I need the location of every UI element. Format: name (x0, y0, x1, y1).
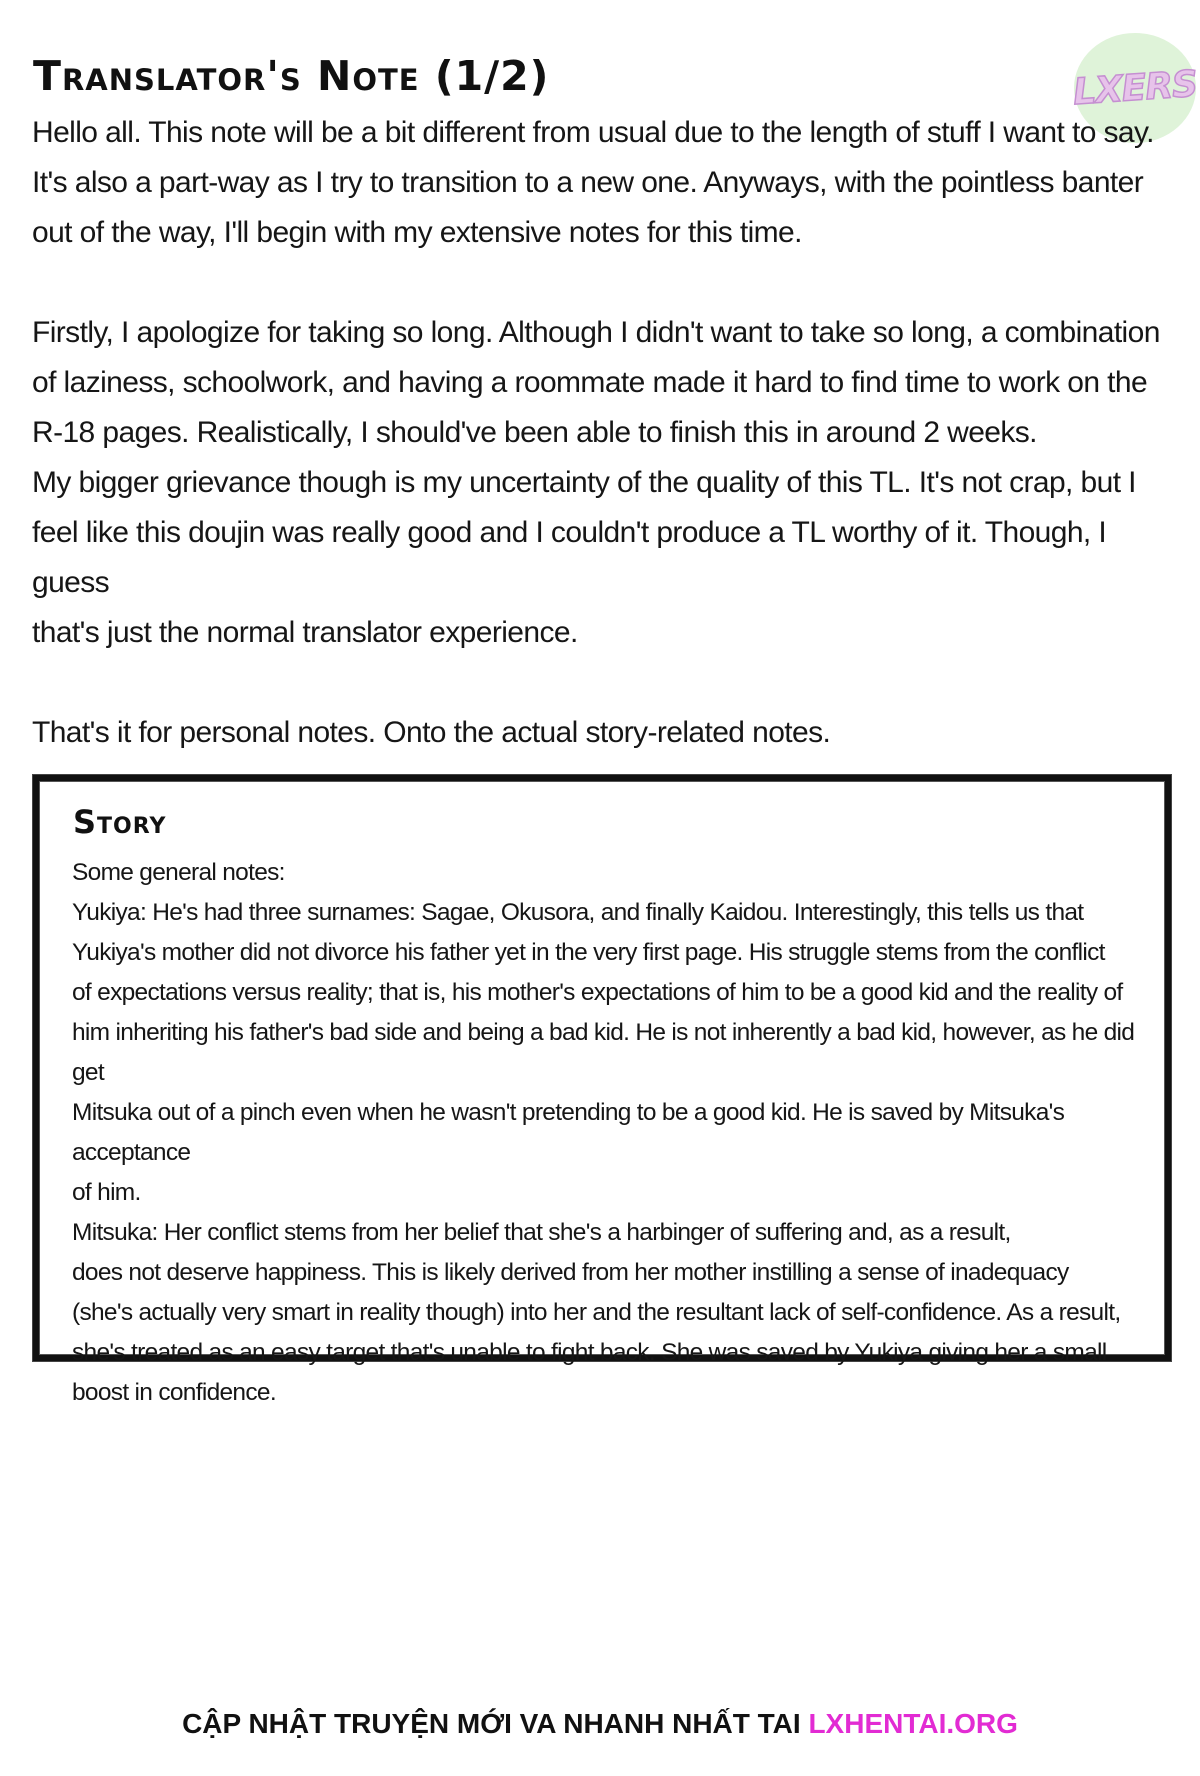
story-yukiya-note: Yukiya: He's had three surnames: Sagae, Okusora, and finally Kaidou. Interestingly, this tells us that Yukiya's mother did not divorce his father yet in the very first page. His struggle stems from the conflict of expectations versus reality; that is, his mother's expectations of him to be a good kid and the reality of him inheriting his father's bad side and being a bad kid. He is not inherently a bad kid, however, as he did get Mitsuka out of a pinch even when he wasn't pretending to be a good kid. He is saved by Mitsuka's acceptance of him. (72, 899, 1135, 1206)
intro-section (32, 108, 1182, 758)
intro-paragraph-3: That's it for personal notes. Onto the actual story-related notes. (32, 716, 831, 749)
footer-banner (0, 1708, 1200, 1740)
story-mitsuka-note: Mitsuka: Her conflict stems from her belief that she's a harbinger of suffering and, as a result, does not deserve happiness. This is likely derived from her mother instilling a sense of inadequacy (she's actually very smart in reality though) into her and the resultant lack of self-confidence. As a result, she's treated as an easy target that's unable to fight back. She was saved by Yukiya giving her a small boost in confidence. (72, 1219, 1121, 1406)
paragraph-gap (32, 658, 1182, 708)
footer-site-link[interactable]: LXHENTAI.ORG (808, 1708, 1018, 1739)
intro-paragraph-2: Firstly, I apologize for taking so long. Although I didn't want to take so long, a combination of laziness, schoolwork, and having a roommate made it hard to find time to work on the R-18 pages. Realistically, I should've been able to finish this in around 2 weeks. My bigger grievance though is my uncertainty of the quality of this TL. It's not crap, but I feel like this doujin was really good and I couldn't produce a TL worthy of it. Though, I guess that's just the normal translator experience. (32, 316, 1160, 649)
paragraph-gap (32, 258, 1182, 308)
intro-paragraph-1: Hello all. This note will be a bit different from usual due to the length of stuff I want to say. It's also a part-way as I try to transition to a new one. Anyways, with the pointless banter out of the way, I'll begin with my extensive notes for this time. (32, 116, 1154, 249)
story-heading: Story (73, 803, 167, 841)
logo-text: LXERS (1071, 63, 1199, 113)
page-title: Translator's Note (1/2) (33, 52, 550, 100)
story-box (33, 775, 1171, 1406)
story-body (72, 853, 1142, 1413)
story-general-notes: Some general notes: (72, 859, 285, 886)
footer-text: CẬP NHẬT TRUYỆN MỚI VA NHANH NHẤT TAI (182, 1708, 809, 1739)
